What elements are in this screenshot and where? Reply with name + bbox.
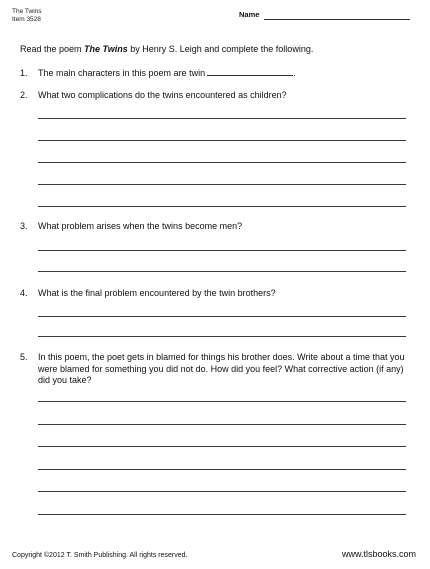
answer-line[interactable] (38, 424, 406, 425)
answer-line[interactable] (38, 491, 406, 492)
copyright-notice: Copyright ©2012 T. Smith Publishing. All rights reserved. (12, 552, 188, 559)
question-text: In this poem, the poet gets in blamed for things his brother does. Write about a time that you were blamed for something you did not do. How did you feel? What corrective action (if any) did you take? (38, 352, 405, 385)
question-number: 2. (20, 90, 28, 100)
answer-line[interactable] (38, 316, 406, 317)
answer-line[interactable] (38, 140, 406, 141)
question-5 (20, 352, 408, 387)
answer-line[interactable] (38, 336, 406, 337)
question-text: What is the final problem encountered by the twin brothers? (38, 288, 276, 298)
question-number: 1. (20, 68, 28, 78)
question-text: The main characters in this poem are twin (38, 68, 206, 78)
question-1 (20, 67, 296, 80)
name-label: Name (239, 10, 260, 19)
poem-title: The Twins (84, 44, 128, 54)
worksheet-title: The Twins (12, 8, 42, 15)
answer-line[interactable] (38, 184, 406, 185)
intro-prefix: Read the poem (20, 44, 85, 54)
answer-line[interactable] (38, 162, 406, 163)
question-text: What problem arises when the twins become men? (38, 221, 243, 231)
answer-line[interactable] (38, 446, 406, 447)
question-3 (20, 221, 242, 233)
intro-suffix: by Henry S. Leigh and complete the following. (127, 44, 314, 54)
question-end-punct: . (293, 68, 296, 78)
answer-line[interactable] (38, 401, 406, 402)
answer-line[interactable] (38, 469, 406, 470)
item-number: Item 3528 (12, 16, 41, 23)
question-number: 5. (20, 352, 28, 362)
website-link[interactable]: www.tlsbooks.com (341, 549, 416, 559)
answer-line[interactable] (38, 514, 406, 515)
name-answer-line[interactable] (264, 19, 410, 20)
question-4 (20, 288, 276, 300)
question-number: 3. (20, 221, 28, 231)
answer-line[interactable] (38, 118, 406, 119)
question-2 (20, 90, 287, 102)
q1-inline-answer-line[interactable] (207, 67, 293, 76)
instructions (20, 44, 313, 56)
question-text: What two complications do the twins encountered as children? (38, 90, 287, 100)
answer-line[interactable] (38, 271, 406, 272)
answer-line[interactable] (38, 206, 406, 207)
answer-line[interactable] (38, 250, 406, 251)
question-number: 4. (20, 288, 28, 298)
